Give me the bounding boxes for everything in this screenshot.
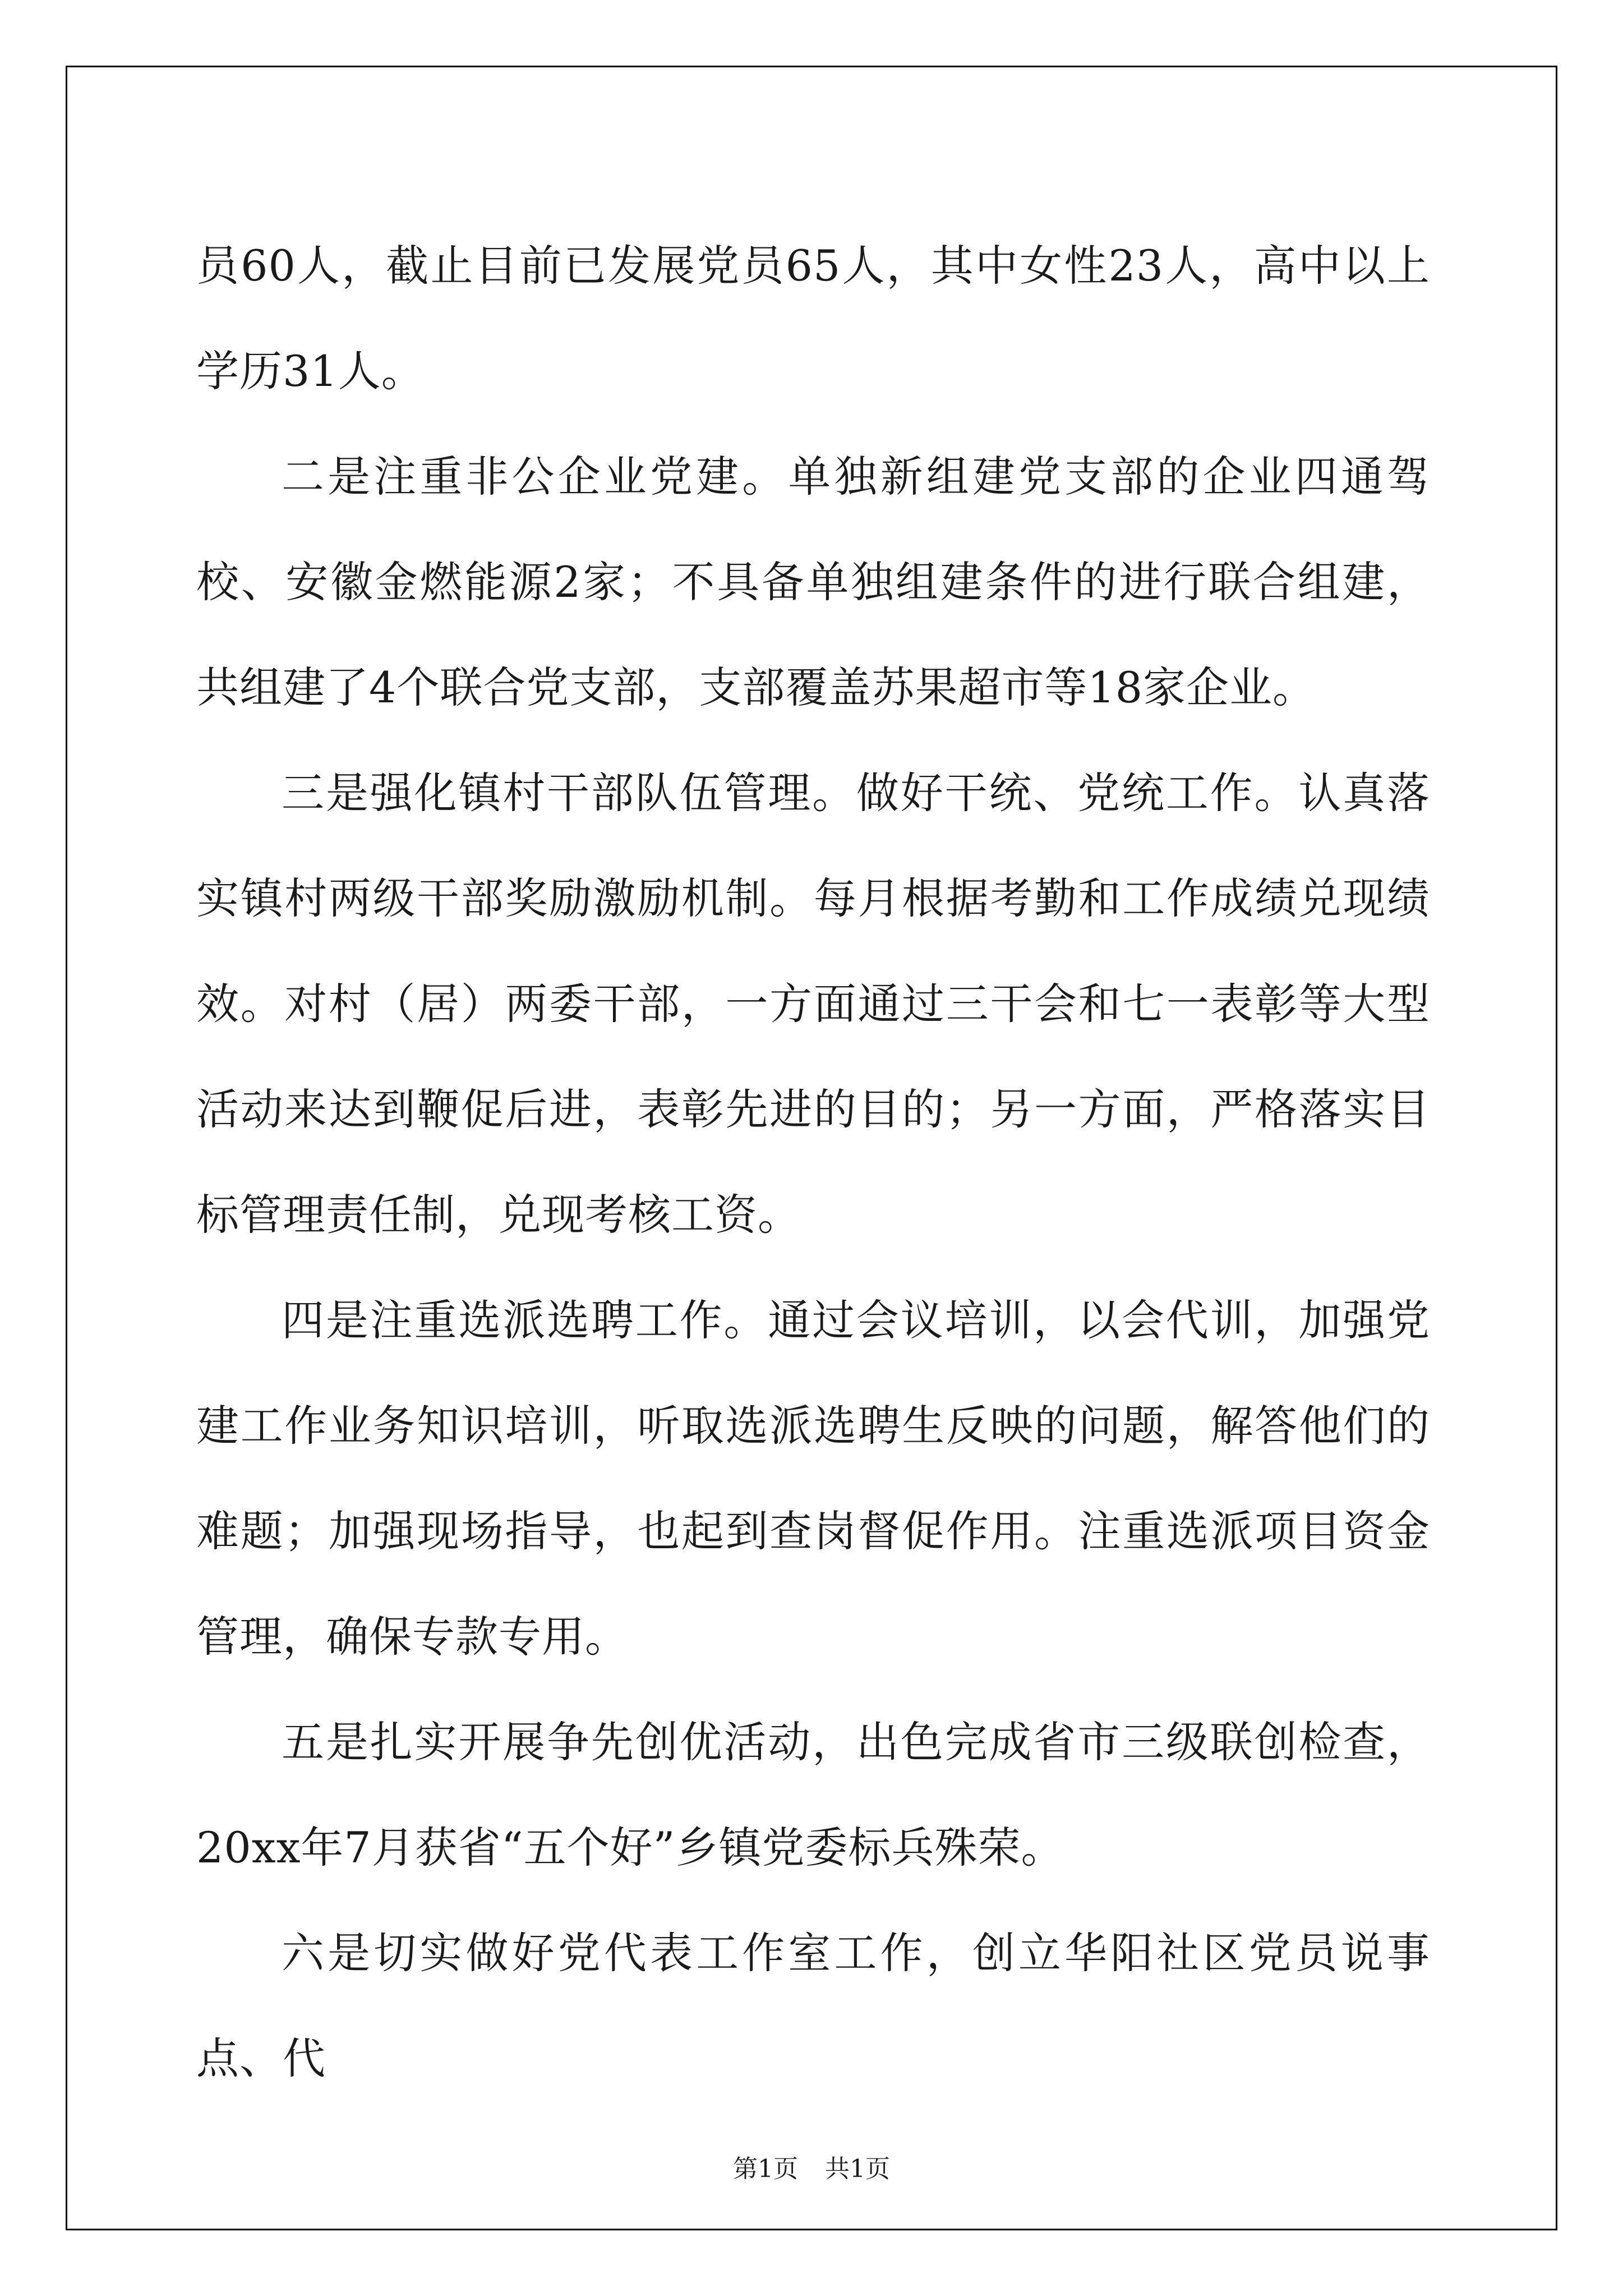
total-pages: 共1页: [825, 2155, 890, 2183]
paragraph-four: 四是注重选派选聘工作。通过会议培训，以会代训，加强党建工作业务知识培训，听取选派选聘生反映的问题，解答他们的难题；加强现场指导，也起到查岗督促作用。注重选派项目资金管理，确保专款专用。: [196, 1295, 1430, 1662]
document-body: [196, 213, 1430, 2111]
paragraph-continuation: 员60人，截止目前已发展党员65人，其中女性23人，高中以上学历31人。: [196, 241, 1430, 396]
page-footer: [0, 2148, 1623, 2184]
paragraph-three: 三是强化镇村干部队伍管理。做好干统、党统工作。认真落实镇村两级干部奖励激励机制。每月根据考勤和工作成绩兑现绩效。对村（居）两委干部，一方面通过三干会和七一表彰等大型活动来达到鞭促后进，表彰先进的目的；另一方面，严格落实目标管理责任制，兑现考核工资。: [196, 768, 1430, 1240]
paragraph-five: 五是扎实开展争先创优活动，出色完成省市三级联创检查，20xx年7月获省“五个好”乡镇党委标兵殊荣。: [196, 1717, 1430, 1872]
page-number: 第1页: [733, 2155, 798, 2183]
paragraph-two: 二是注重非公企业党建。单独新组建党支部的企业四通驾校、安徽金燃能源2家；不具备单独组建条件的进行联合组建，共组建了4个联合党支部，支部覆盖苏果超市等18家企业。: [196, 452, 1430, 712]
paragraph-six: 六是切实做好党代表工作室工作，创立华阳社区党员说事点、代: [196, 1928, 1430, 2083]
